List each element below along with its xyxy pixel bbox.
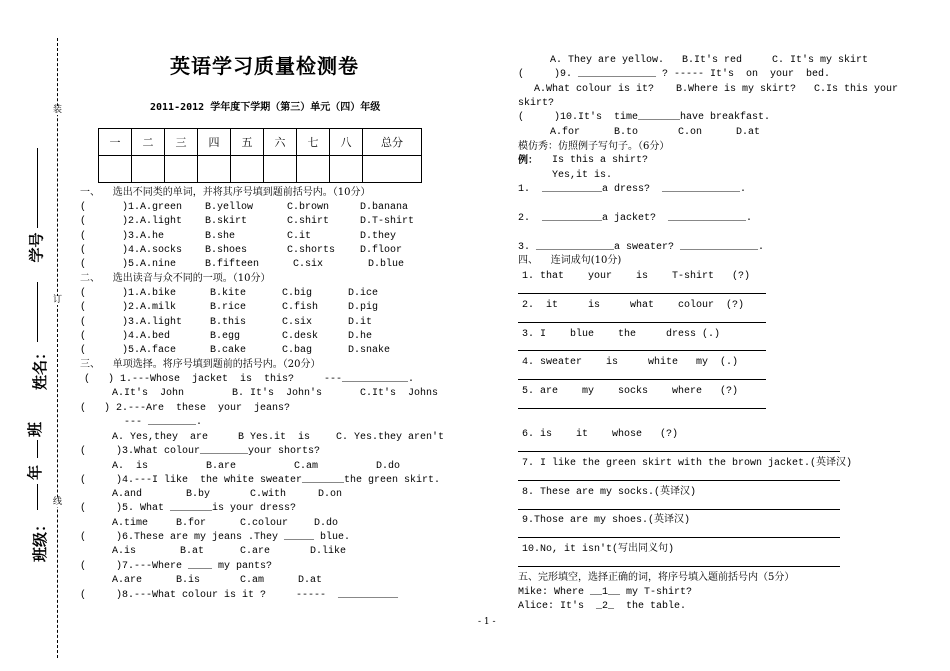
q10-opt-a: A.for bbox=[550, 127, 581, 138]
s3-q3-opt-d: D.do bbox=[376, 461, 401, 472]
s1-q2-d: D.T-shirt bbox=[360, 216, 415, 227]
label-name: 姓名： bbox=[31, 344, 50, 391]
binding-zhuang: 装 bbox=[53, 105, 63, 115]
s3-q5-opt-d: D.do bbox=[314, 518, 339, 529]
page-subtitle: 2011-2012 学年度下学期（第三）单元（四）年级 bbox=[150, 102, 381, 113]
label-class: 班级： bbox=[31, 516, 50, 563]
s3-q7: ( )7.---Where ____ my pants? bbox=[80, 561, 273, 572]
s3-q7-opt-a: A.are bbox=[112, 575, 143, 586]
q10: ( )10.It's time_______have breakfast. bbox=[518, 112, 771, 123]
sentence-item-8: 8. These are my socks.(英译汉) bbox=[522, 487, 697, 498]
s3-q6-opt-c: C.are bbox=[240, 546, 271, 557]
example-question: Is this a shirt? bbox=[552, 155, 649, 166]
cloze-line-1: Mike: Where __1__ my T-shirt? bbox=[518, 587, 693, 598]
sentence-item-4: 4. sweater is white my (.) bbox=[522, 357, 739, 368]
q9-opt-a: A.What colour is it? bbox=[534, 84, 655, 95]
label-nian: 年 bbox=[26, 464, 45, 481]
s1-q5-a: ( )5.A.nine bbox=[80, 259, 177, 270]
answer-line[interactable] bbox=[518, 451, 840, 452]
sentence-item-6: 6. is it whose (?) bbox=[522, 429, 679, 440]
s2-q1-d: D.ice bbox=[348, 288, 379, 299]
s3-q4-opt-b: B.by bbox=[186, 489, 211, 500]
s1-q4-c: C.shorts bbox=[287, 245, 336, 256]
imitation-item-1[interactable]: 1. __________a dress? _____________. bbox=[518, 184, 747, 195]
example-label: 例： bbox=[518, 155, 538, 166]
binding-line bbox=[57, 38, 58, 658]
score-header-cell: 三 bbox=[165, 129, 198, 156]
label-student-number: 学号 bbox=[27, 232, 46, 263]
section1-heading: 一、 选出不同类的单词，并将其序号填到题前括号内。（10分） bbox=[80, 187, 371, 198]
student-number-line bbox=[37, 148, 38, 228]
score-header-cell: 一 bbox=[99, 129, 132, 156]
s3-q7-opt-d: D.at bbox=[298, 575, 323, 586]
sentence-item-1: 1. that your is T-shirt (?) bbox=[522, 271, 751, 282]
s3-q1: ( ) 1.---Whose jacket is this? ---___________. bbox=[84, 374, 415, 385]
s2-q1-a: ( )1.A.bike bbox=[80, 288, 177, 299]
s3-q8: ( )8.---What colour is it ? ----- __________ bbox=[80, 590, 399, 601]
s2-q5-c: C.bag bbox=[282, 345, 313, 356]
score-cell[interactable] bbox=[231, 156, 264, 183]
s3-q7-opt-c: C.am bbox=[240, 575, 265, 586]
q8-opt-c: C. It's my skirt bbox=[772, 55, 869, 66]
s3-q3: ( )3.What colour________your shorts? bbox=[80, 446, 321, 457]
s1-q4-b: B.shoes bbox=[205, 245, 248, 256]
s1-q1-a: ( )1.A.green bbox=[80, 202, 183, 213]
s1-q5-d: D.blue bbox=[368, 259, 405, 270]
s2-q2-a: ( )2.A.milk bbox=[80, 302, 177, 313]
q10-opt-c: C.on bbox=[678, 127, 703, 138]
s3-q1-opt-a: A.It's John bbox=[112, 388, 185, 399]
s3-q5: ( )5. What _______is your dress? bbox=[80, 503, 297, 514]
score-header-cell: 六 bbox=[264, 129, 297, 156]
s1-q3-a: ( )3.A.he bbox=[80, 231, 165, 242]
s2-q5-a: ( )5.A.face bbox=[80, 345, 177, 356]
s3-q6: ( )6.These are my jeans .They _____ blue. bbox=[80, 532, 351, 543]
score-header-row bbox=[99, 129, 422, 156]
s2-q4-b: B.egg bbox=[210, 331, 241, 342]
score-header-cell: 八 bbox=[330, 129, 363, 156]
score-cell[interactable] bbox=[297, 156, 330, 183]
score-cell[interactable] bbox=[330, 156, 363, 183]
s2-q1-c: C.big bbox=[282, 288, 313, 299]
s3-q3-opt-a: A. is bbox=[112, 461, 149, 472]
score-table bbox=[98, 128, 422, 183]
s1-q1-d: D.banana bbox=[360, 202, 409, 213]
section2-heading: 二、 选出读音与众不同的一项。（10分） bbox=[80, 273, 271, 284]
s3-q3-opt-b: B.are bbox=[206, 461, 237, 472]
score-cell[interactable] bbox=[198, 156, 231, 183]
s1-q4-a: ( )4.A.socks bbox=[80, 245, 183, 256]
s2-q4-d: D.he bbox=[348, 331, 373, 342]
sentence-item-7: 7. I like the green skirt with the brown jacket.(英译汉) bbox=[522, 458, 853, 469]
s3-q6-opt-d: D.like bbox=[310, 546, 347, 557]
q8-opt-b: B.It's red bbox=[682, 55, 743, 66]
imitation-heading: 模仿秀：仿照例子写句子。（6分） bbox=[518, 141, 670, 152]
label-ban: 班 bbox=[26, 421, 45, 438]
q10-opt-d: D.at bbox=[736, 127, 761, 138]
s2-q4-c: C.desk bbox=[282, 331, 319, 342]
s2-q3-b: B.this bbox=[210, 317, 247, 328]
s2-q1-b: B.kite bbox=[210, 288, 247, 299]
answer-line[interactable] bbox=[518, 537, 840, 538]
s1-q2-c: C.shirt bbox=[287, 216, 330, 227]
s3-q2-blank: --- ________. bbox=[124, 417, 203, 428]
s3-q5-opt-a: A.time bbox=[112, 518, 149, 529]
s2-q3-c: C.six bbox=[282, 317, 313, 328]
s1-q1-b: B.yellow bbox=[205, 202, 254, 213]
answer-line[interactable] bbox=[518, 350, 766, 351]
cloze-line-2: Alice: It's _2_ the table. bbox=[518, 601, 687, 612]
s3-q4: ( )4.---I like the white sweater_______the green skirt. bbox=[80, 475, 441, 486]
q9-cont: skirt? bbox=[518, 98, 555, 109]
ban-line bbox=[37, 440, 38, 458]
score-header-cell: 七 bbox=[297, 129, 330, 156]
s1-q3-c: C.it bbox=[287, 231, 312, 242]
s3-q5-opt-b: B.for bbox=[176, 518, 207, 529]
s3-q2-opt-b: B Yes.it is bbox=[238, 432, 311, 443]
section3-heading: 三、 单项选择。将序号填到题前的括号内。（20分） bbox=[80, 359, 321, 370]
s2-q2-c: C.fish bbox=[282, 302, 319, 313]
score-header-cell: 二 bbox=[132, 129, 165, 156]
sentence-heading: 四、 连词成句(10分) bbox=[518, 255, 622, 266]
s3-q3-opt-c: C.am bbox=[294, 461, 319, 472]
score-header-cell: 四 bbox=[198, 129, 231, 156]
sentence-item-10: 10.No, it isn't(写出同义句) bbox=[522, 544, 675, 555]
score-cell[interactable] bbox=[99, 156, 132, 183]
s1-q1-c: C.brown bbox=[287, 202, 330, 213]
s1-q3-b: B.she bbox=[205, 231, 236, 242]
q9: ( )9. _____________ ? ----- It's on your bed. bbox=[518, 69, 831, 80]
name-line bbox=[37, 282, 38, 342]
sentence-item-5: 5. are my socks where (?) bbox=[522, 386, 739, 397]
s2-q3-a: ( )3.A.light bbox=[80, 317, 183, 328]
score-header-total: 总分 bbox=[363, 129, 422, 156]
s2-q5-b: B.cake bbox=[210, 345, 247, 356]
s3-q4-opt-d: D.on bbox=[318, 489, 343, 500]
s2-q2-b: B.rice bbox=[210, 302, 247, 313]
s3-q5-opt-c: C.colour bbox=[240, 518, 289, 529]
q8-opt-a: A. They are yellow. bbox=[550, 55, 665, 66]
cloze-heading: 五、完形填空，选择正确的词，将序号填入题前括号内（5分） bbox=[518, 572, 795, 583]
s3-q6-opt-b: B.at bbox=[180, 546, 205, 557]
sentence-item-9: 9.Those are my shoes.(英译汉) bbox=[522, 515, 691, 526]
binding-xian: 线 bbox=[53, 497, 63, 507]
page-number: - 1 - bbox=[478, 617, 496, 627]
s1-q2-a: ( )2.A.light bbox=[80, 216, 183, 227]
q10-opt-b: B.to bbox=[614, 127, 639, 138]
s2-q3-d: D.it bbox=[348, 317, 373, 328]
page-title: 英语学习质量检测卷 bbox=[170, 54, 359, 78]
example-answer: Yes,it is. bbox=[552, 170, 613, 181]
answer-line[interactable] bbox=[518, 509, 840, 510]
s1-q5-b: B.fifteen bbox=[205, 259, 260, 270]
s3-q2: ( ) 2.---Are these your jeans? bbox=[80, 403, 291, 414]
s2-q4-a: ( )4.A.bed bbox=[80, 331, 171, 342]
nian-line bbox=[37, 484, 38, 510]
sentence-item-3: 3. I blue the dress (.) bbox=[522, 329, 721, 340]
s1-q4-d: D.floor bbox=[360, 245, 403, 256]
q9-opt-b: B.Where is my skirt? bbox=[676, 84, 797, 95]
s3-q6-opt-a: A.is bbox=[112, 546, 137, 557]
answer-line[interactable] bbox=[518, 379, 766, 380]
s3-q2-opt-c: C. Yes.they aren't bbox=[336, 432, 445, 443]
s2-q5-d: D.snake bbox=[348, 345, 391, 356]
score-cell[interactable] bbox=[264, 156, 297, 183]
answer-line[interactable] bbox=[518, 322, 766, 323]
imitation-item-3[interactable]: 3. _____________a sweater? _____________. bbox=[518, 242, 765, 253]
score-cell-total[interactable] bbox=[363, 156, 422, 183]
s1-q3-d: D.they bbox=[360, 231, 397, 242]
s1-q2-b: B.skirt bbox=[205, 216, 248, 227]
s1-q5-c: C.six bbox=[293, 259, 324, 270]
s3-q2-opt-a: A. Yes,they are bbox=[112, 432, 209, 443]
score-cell[interactable] bbox=[165, 156, 198, 183]
imitation-item-2[interactable]: 2. __________a jacket? _____________. bbox=[518, 213, 753, 224]
s3-q1-opt-c: C.It's Johns bbox=[360, 388, 439, 399]
answer-line[interactable] bbox=[518, 566, 840, 567]
answer-line[interactable] bbox=[518, 480, 840, 481]
score-header-cell: 五 bbox=[231, 129, 264, 156]
score-cell[interactable] bbox=[132, 156, 165, 183]
q9-opt-c: C.Is this your bbox=[814, 84, 899, 95]
answer-line[interactable] bbox=[518, 408, 766, 409]
s3-q4-opt-c: C.with bbox=[250, 489, 287, 500]
s3-q4-opt-a: A.and bbox=[112, 489, 143, 500]
s2-q2-d: D.pig bbox=[348, 302, 379, 313]
binding-ding: 订 bbox=[53, 295, 63, 305]
s3-q7-opt-b: B.is bbox=[176, 575, 201, 586]
sentence-item-2: 2. it is what colour (?) bbox=[522, 300, 745, 311]
s3-q1-opt-b: B. It's John's bbox=[232, 388, 323, 399]
answer-line[interactable] bbox=[518, 293, 766, 294]
score-blank-row bbox=[99, 156, 422, 183]
